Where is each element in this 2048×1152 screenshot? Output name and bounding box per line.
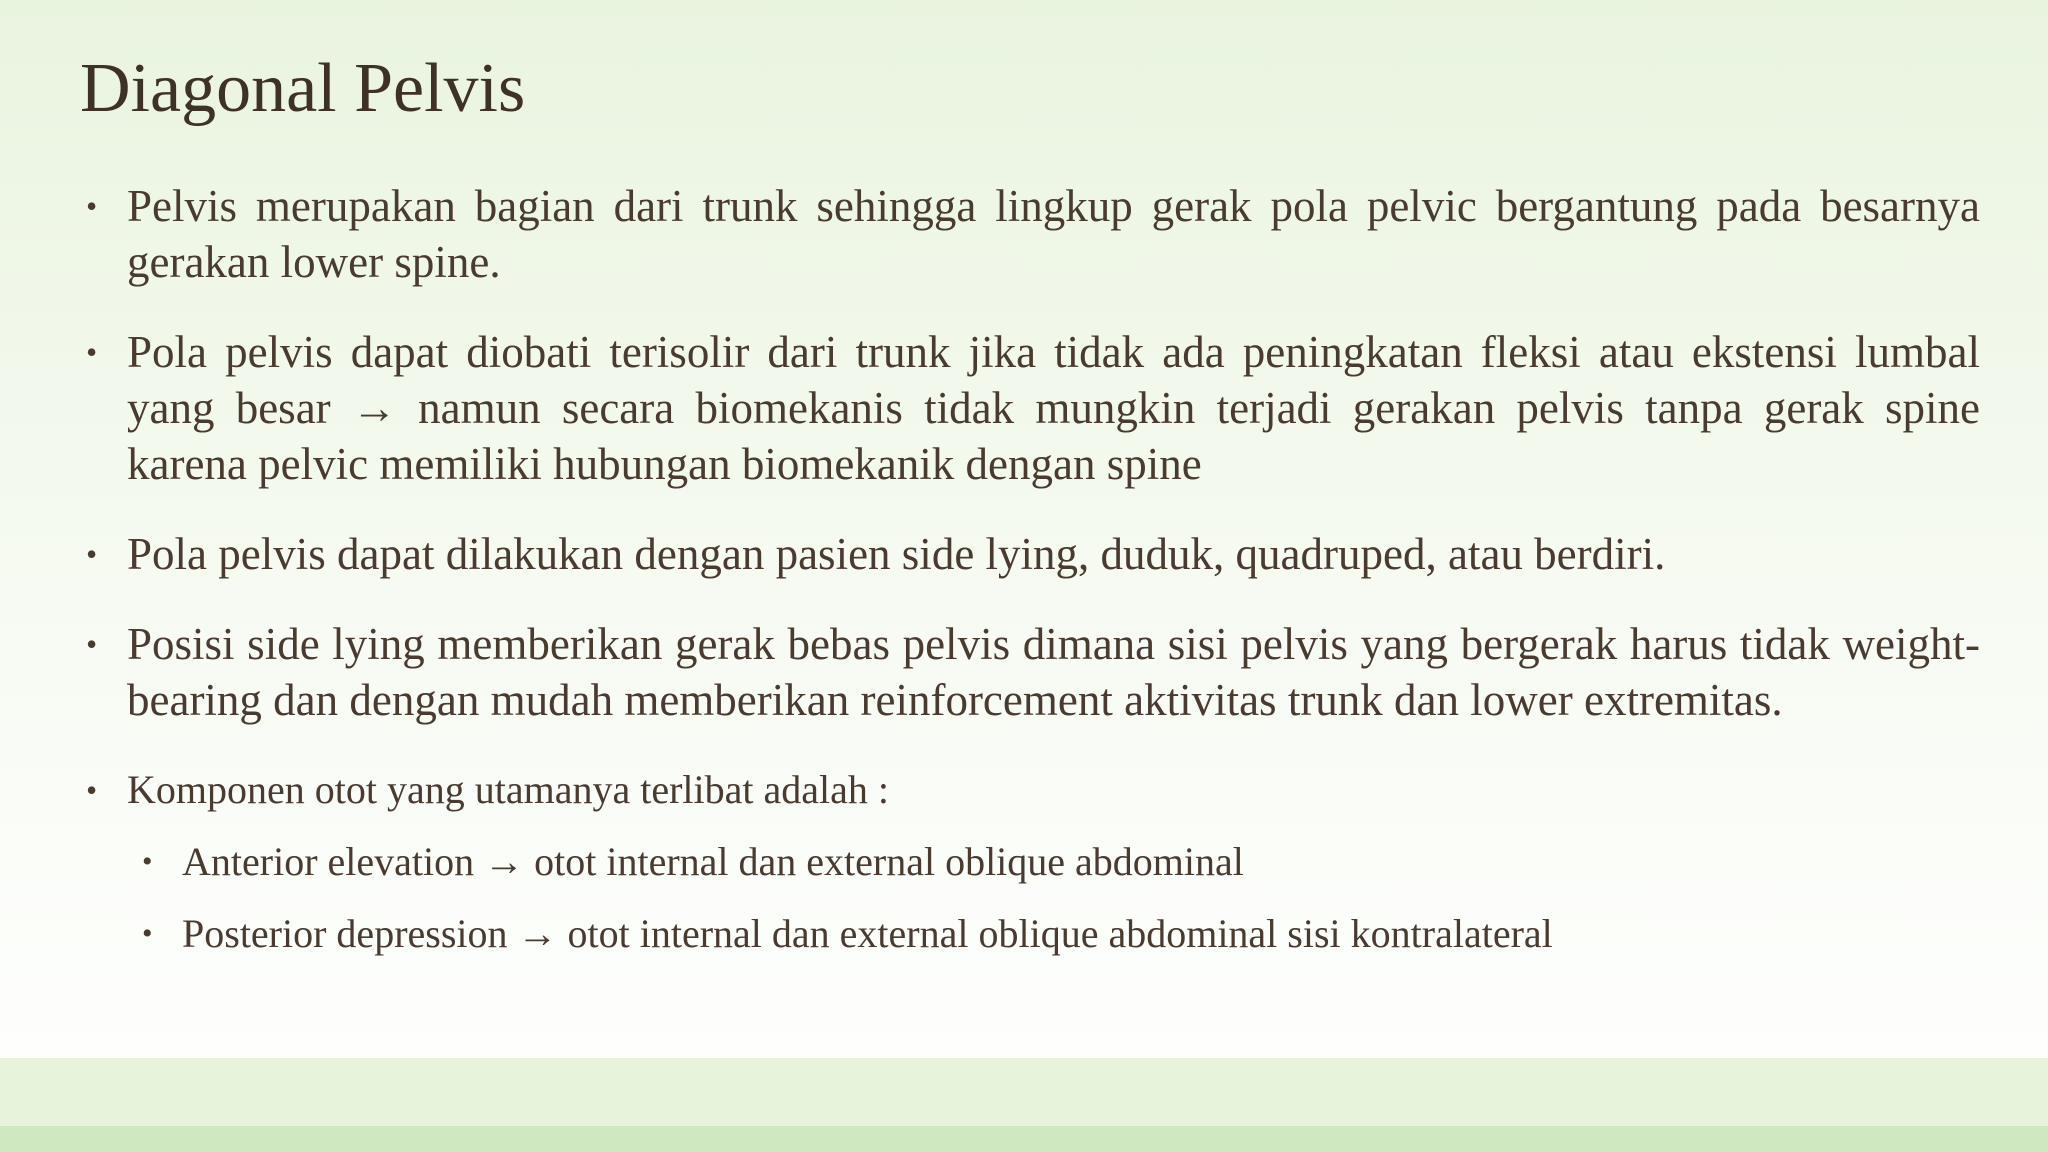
footer-band-light bbox=[0, 1058, 2048, 1126]
footer-band-dark bbox=[0, 1126, 2048, 1152]
sub-bullet-marker: • bbox=[142, 917, 153, 950]
sub-bullet-item bbox=[86, 906, 1980, 962]
slide-title: Diagonal Pelvis bbox=[80, 50, 526, 127]
bullet-item bbox=[86, 324, 1980, 492]
bullet-item bbox=[86, 762, 1980, 818]
sub-bullet-marker: • bbox=[142, 845, 153, 878]
bullet-item bbox=[86, 616, 1980, 728]
bullet-text: Pelvis merupakan bagian dari trunk sehingga lingkup gerak pola pelvic bergantung pada besarnya gerakan lower spine. bbox=[127, 181, 1980, 287]
sub-bullet-item bbox=[86, 834, 1980, 890]
bullet-item bbox=[86, 526, 1980, 582]
bullet-text: Pola pelvis dapat dilakukan dengan pasien side lying, duduk, quadruped, atau berdiri. bbox=[127, 529, 1666, 579]
bullet-text: Komponen otot yang utamanya terlibat adalah : bbox=[127, 767, 889, 812]
sub-bullet-text: Posterior depression → otot internal dan external oblique abdominal sisi kontralateral bbox=[182, 911, 1553, 956]
sub-bullet-text: Anterior elevation → otot internal dan external oblique abdominal bbox=[182, 839, 1244, 884]
bullet-marker: • bbox=[86, 334, 98, 370]
bullet-marker: • bbox=[86, 772, 98, 808]
bullet-text: Pola pelvis dapat diobati terisolir dari trunk jika tidak ada peningkatan fleksi atau ekstensi lumbal yang besar → namun secara biomekanis tidak mungkin terjadi gerakan pelvis tanpa gerak spine karena pelvic memiliki hubungan biomekanik dengan spine bbox=[127, 327, 1980, 489]
bullet-marker: • bbox=[86, 536, 98, 572]
bullet-item bbox=[86, 178, 1980, 290]
bullet-text: Posisi side lying memberikan gerak bebas pelvis dimana sisi pelvis yang bergerak harus tidak weight-bearing dan dengan mudah memberikan reinforcement aktivitas trunk dan lower extremitas. bbox=[127, 619, 1980, 725]
bullet-marker: • bbox=[86, 188, 98, 224]
bullet-list bbox=[86, 178, 1980, 978]
bullet-marker: • bbox=[86, 626, 98, 662]
